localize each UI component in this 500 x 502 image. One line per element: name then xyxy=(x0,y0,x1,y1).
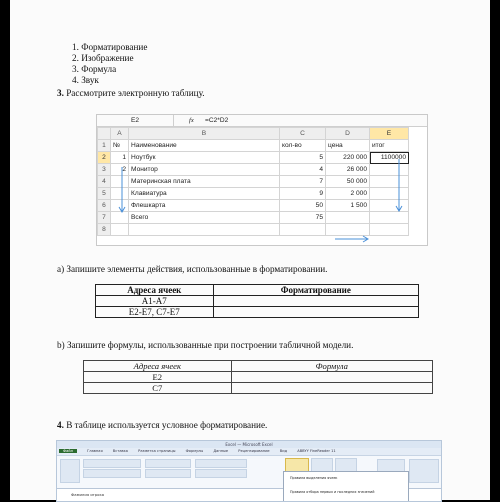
tab-view[interactable]: Вид xyxy=(279,449,288,453)
conditional-formatting-menu xyxy=(283,471,409,502)
cell[interactable]: 7 xyxy=(280,176,326,188)
table-header: Адреса ячеек xyxy=(84,361,232,372)
answer-cell[interactable] xyxy=(213,307,418,318)
selected-cell[interactable]: 1100000 xyxy=(370,152,409,164)
table-header: Адреса ячеек xyxy=(96,285,214,296)
row-header[interactable]: 1 xyxy=(98,140,111,152)
row-header[interactable]: 2 xyxy=(98,152,111,164)
fx-icon: fx xyxy=(189,117,194,124)
list-item: 2. Изображение xyxy=(72,53,134,63)
cell[interactable]: итог xyxy=(370,140,409,152)
row-header[interactable]: 7 xyxy=(98,212,111,224)
cell-text: Фамилия игрока xyxy=(71,492,105,497)
task-text: В таблице используется условное форматирование. xyxy=(63,420,268,430)
cell[interactable]: Ноутбук xyxy=(129,152,280,164)
annotation-arrows xyxy=(97,115,427,245)
worksheet-page xyxy=(10,0,490,500)
tab-file[interactable]: Файл xyxy=(59,449,77,453)
cell[interactable]: цена xyxy=(326,140,370,152)
answer-cell[interactable] xyxy=(231,372,432,383)
row-header[interactable]: 3 xyxy=(98,164,111,176)
cell[interactable]: 220 000 xyxy=(326,152,370,164)
column-header[interactable]: B xyxy=(129,128,280,140)
cell[interactable]: 2 000 xyxy=(326,188,370,200)
list-item: 4. Звук xyxy=(72,75,99,85)
number-format-select[interactable] xyxy=(195,459,247,468)
cell[interactable]: Монитор xyxy=(129,164,280,176)
cell[interactable]: Наименование xyxy=(129,140,280,152)
cell[interactable]: 26 000 xyxy=(326,164,370,176)
cell[interactable]: кол-во xyxy=(280,140,326,152)
answer-cell[interactable] xyxy=(213,296,418,307)
column-header[interactable]: C xyxy=(280,128,326,140)
list-item: 3. Формула xyxy=(72,64,117,74)
row-header[interactable]: 5 xyxy=(98,188,111,200)
tab-formulas[interactable]: Формулы xyxy=(185,449,204,453)
cell[interactable]: 9 xyxy=(280,188,326,200)
table-cell: A1-A7 xyxy=(96,296,214,307)
cell[interactable]: 50 xyxy=(280,200,326,212)
editing-buttons[interactable] xyxy=(409,459,439,483)
task-number: 4. xyxy=(57,420,64,430)
table-header: Форматирование xyxy=(213,285,418,296)
ribbon-tabs xyxy=(57,448,441,455)
tab-abbyy[interactable]: ABBYY FineReader 11 xyxy=(297,449,336,453)
font-style-buttons[interactable] xyxy=(83,469,141,478)
answer-table-b xyxy=(83,360,433,394)
answer-table-a xyxy=(95,284,419,318)
menu-item[interactable]: Правила выделения ячеек xyxy=(290,476,338,480)
cell[interactable]: Всего xyxy=(129,212,280,224)
table-cell: C7 xyxy=(84,383,232,394)
cell[interactable]: Клавиатура xyxy=(129,188,280,200)
answer-options-list xyxy=(72,42,147,86)
window-title: Excel — Microsoft Excel xyxy=(57,441,441,448)
merge-button[interactable] xyxy=(145,469,191,478)
row-header[interactable]: 4 xyxy=(98,176,111,188)
excel-ribbon-screenshot xyxy=(56,440,442,502)
cell[interactable]: 1 xyxy=(111,152,129,164)
cell[interactable]: № xyxy=(111,140,129,152)
cell[interactable]: Флешкарта xyxy=(129,200,280,212)
column-header[interactable]: D xyxy=(326,128,370,140)
paste-button[interactable] xyxy=(60,459,80,483)
task-number: 3. xyxy=(57,88,64,98)
font-name-select[interactable] xyxy=(83,459,141,468)
cell[interactable]: 2 xyxy=(111,164,129,176)
table-header: Формула xyxy=(231,361,432,372)
row-header[interactable]: 8 xyxy=(98,224,111,236)
menu-item[interactable]: Правила отбора первых и последних значений xyxy=(290,490,375,494)
row-header[interactable]: 6 xyxy=(98,200,111,212)
cell[interactable]: 4 xyxy=(280,164,326,176)
column-header[interactable]: A xyxy=(111,128,129,140)
number-format-buttons[interactable] xyxy=(195,469,247,478)
cell[interactable]: 75 xyxy=(280,212,326,224)
cell[interactable]: 50 000 xyxy=(326,176,370,188)
cell[interactable]: 1 500 xyxy=(326,200,370,212)
task-4-heading xyxy=(57,420,267,430)
list-item: 1. Форматирование xyxy=(72,42,148,52)
task-a-text: а) Запишите элементы действия, использованные в форматировании. xyxy=(57,264,328,274)
column-header[interactable]: E xyxy=(370,128,409,140)
task-b-text: b) Запишите формулы, использованные при построении табличной модели. xyxy=(57,340,354,350)
name-box[interactable]: E2 xyxy=(97,115,174,126)
cell[interactable]: 5 xyxy=(280,152,326,164)
task-3-heading xyxy=(57,88,205,98)
formula-input[interactable]: =C2*D2 xyxy=(205,117,229,124)
tab-home[interactable]: Главная xyxy=(87,449,103,453)
table-cell: E2-E7, C7-E7 xyxy=(96,307,214,318)
alignment-buttons[interactable] xyxy=(145,459,191,468)
spreadsheet xyxy=(96,114,428,246)
table-cell: E2 xyxy=(84,372,232,383)
task-text: Рассмотрите электронную таблицу. xyxy=(63,88,205,98)
tab-data[interactable]: Данные xyxy=(213,449,229,453)
tab-page-layout[interactable]: Разметка страницы xyxy=(138,449,176,453)
tab-insert[interactable]: Вставка xyxy=(112,449,129,453)
tab-review[interactable]: Рецензирование xyxy=(238,449,270,453)
cell[interactable]: Материнская плата xyxy=(129,176,280,188)
answer-cell[interactable] xyxy=(231,383,432,394)
